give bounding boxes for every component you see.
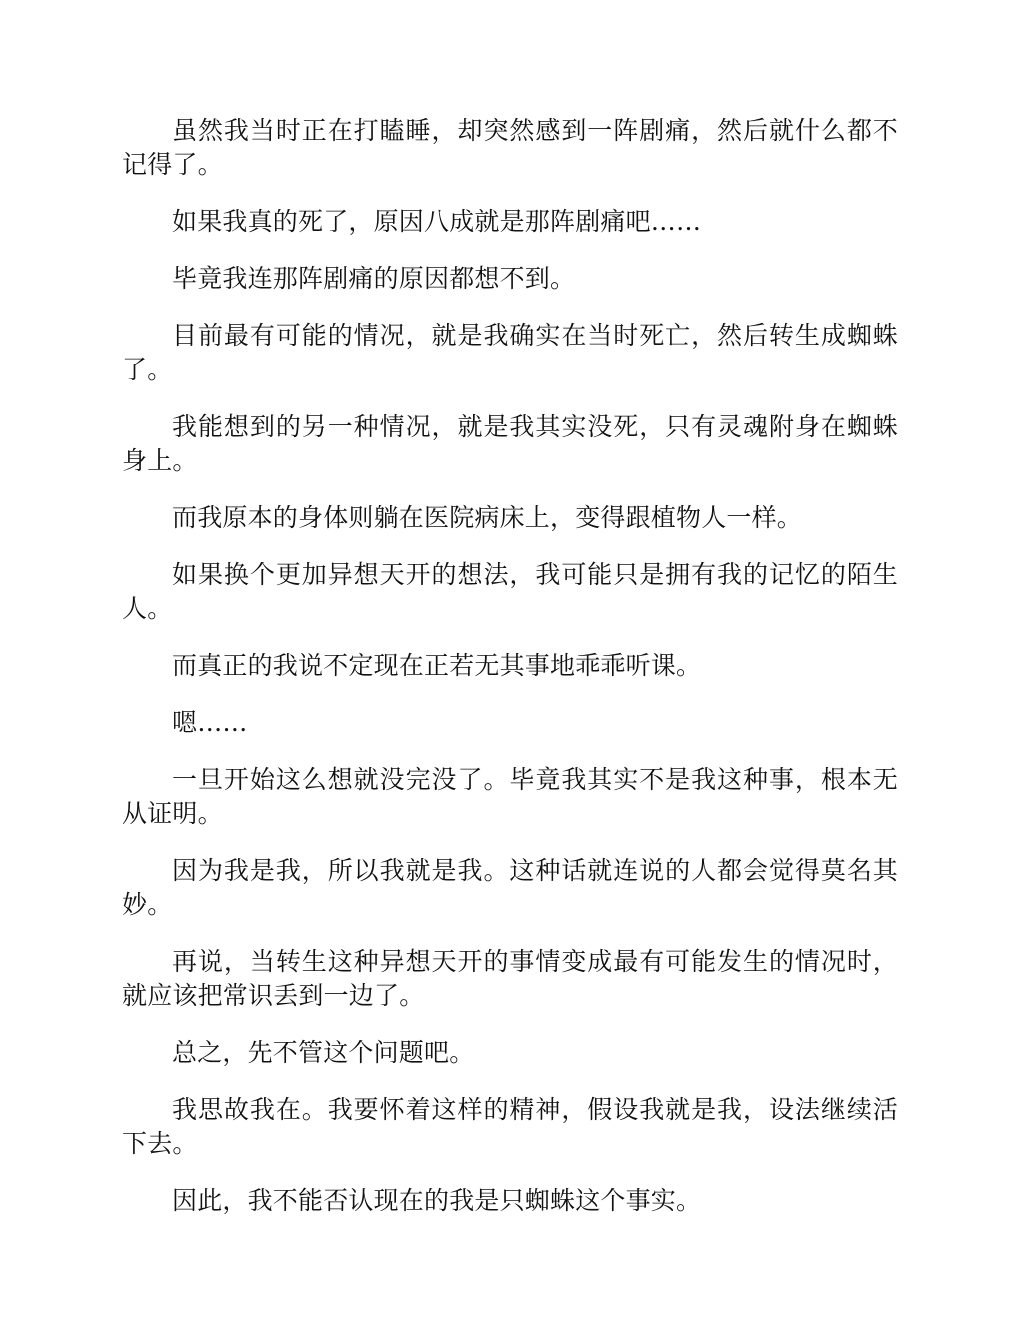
- paragraph-12: 再说，当转生这种异想天开的事情变成最有可能发生的情况时，就应该把常识丢到一边了。: [122, 947, 898, 1010]
- paragraph-14: 我思故我在。我要怀着这样的精神，假设我就是我，设法继续活下去。: [122, 1095, 898, 1158]
- paragraph-7: 如果换个更加异想天开的想法，我可能只是拥有我的记忆的陌生人。: [122, 560, 898, 623]
- paragraph-13: 总之，先不管这个问题吧。: [172, 1038, 475, 1067]
- paragraph-6: 而我原本的身体则躺在医院病床上，变得跟植物人一样。: [172, 503, 803, 532]
- paragraph-8: 而真正的我说不定现在正若无其事地乖乖听课。: [172, 651, 702, 680]
- paragraph-1: 虽然我当时正在打瞌睡，却突然感到一阵剧痛，然后就什么都不记得了。: [122, 116, 898, 179]
- paragraph-9: 嗯……: [172, 708, 248, 737]
- paragraph-11: 因为我是我，所以我就是我。这种话就连说的人都会觉得莫名其妙。: [122, 856, 898, 919]
- paragraph-15: 因此，我不能否认现在的我是只蜘蛛这个事实。: [172, 1186, 702, 1215]
- document-page: [122, 114, 898, 1241]
- paragraph-4: 目前最有可能的情况，就是我确实在当时死亡，然后转生成蜘蛛了。: [122, 321, 898, 384]
- paragraph-10: 一旦开始这么想就没完没了。毕竟我其实不是我这种事，根本无从证明。: [122, 765, 898, 828]
- paragraph-3: 毕竟我连那阵剧痛的原因都想不到。: [172, 264, 576, 293]
- paragraph-2: 如果我真的死了，原因八成就是那阵剧痛吧……: [172, 207, 702, 236]
- paragraph-5: 我能想到的另一种情况，就是我其实没死，只有灵魂附身在蜘蛛身上。: [122, 412, 898, 475]
